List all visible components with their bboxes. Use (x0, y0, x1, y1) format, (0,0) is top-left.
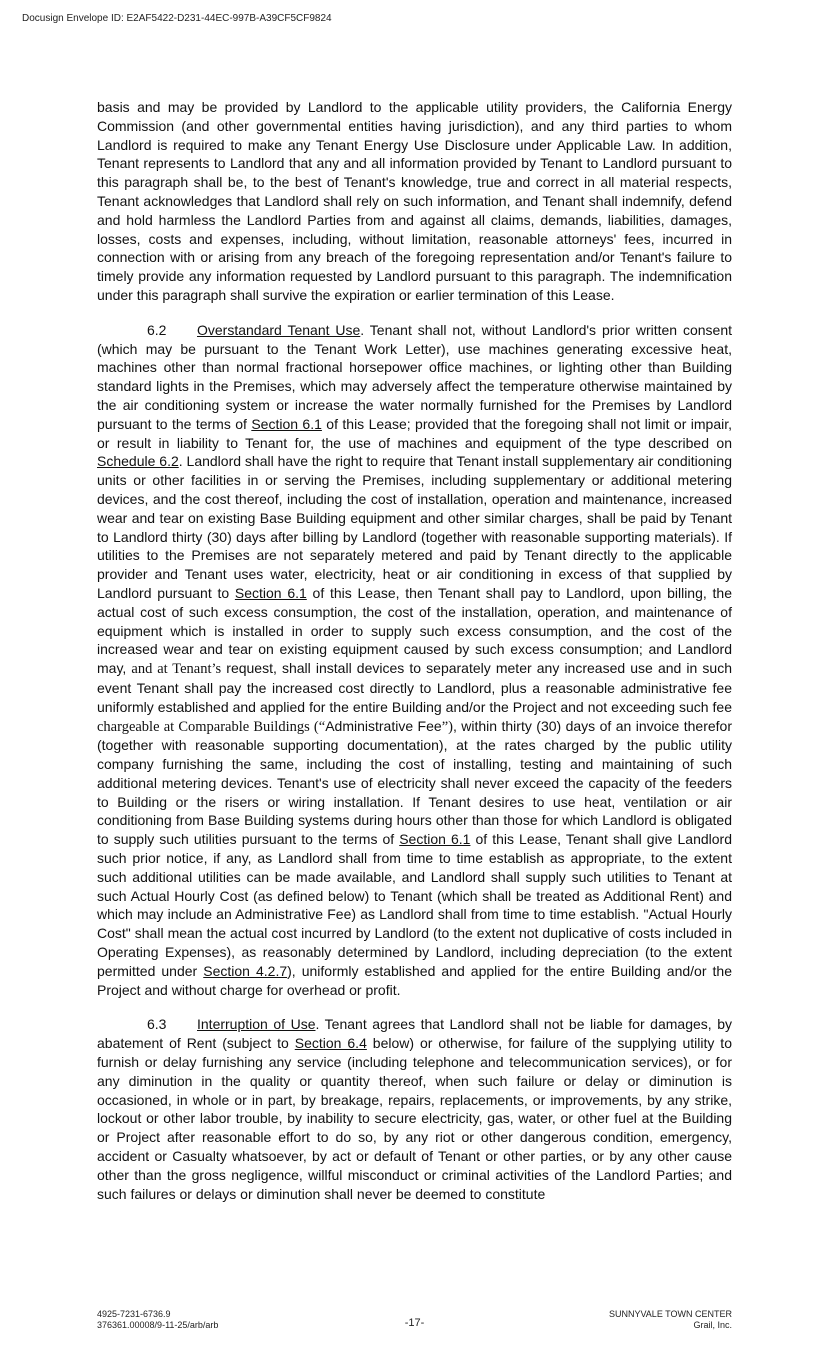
footer-doc-number: 4925-7231-6736.9 (97, 1309, 171, 1319)
section-6-3 (97, 1015, 732, 1203)
section-reference: Section 6.1 (399, 831, 471, 848)
section-title: Interruption of Use (197, 1016, 316, 1033)
section-reference: Section 4.2.7 (203, 962, 288, 979)
section-text: request, shall install devices to separately meter any increased use and in such event Tenant shall pay the increased cost directly to Landlord, plus a reasonable administrative fee uniformly established and applied for the entire Building and/or the Project and not exceeding such fee (97, 660, 732, 715)
section-text: . Landlord shall have the right to require that Tenant install supplementary air conditioning units or other facilities in or serving the Premises, including supplementary or additional metering devices, and the cost thereof, including the cost of installation, operation and maintenance, increased wear and tear on existing Base Building equipment and other similar charges, shall be paid by Tenant to Landlord thirty (30) days after billing by Landlord (together with reasonable supporting materials). If utilities to the Premises are not separately metered and paid by Tenant directly to the applicable provider and Tenant uses water, electricity, heat or air conditioning in excess of that supplied by Landlord pursuant to (97, 453, 732, 601)
section-text: of this Lease, Tenant shall give Landlord such prior notice, if any, as Landlord shall from time to time establish as appropriate, to the extent such additional utilities can be made available, and Landlord shall supply such utilities to Tenant at such Actual Hourly Cost (as defined below) to Tenant (which shall be treated as Additional Rent) and which may include an Administrative Fee) as Landlord shall from time to time establish. "Actual Hourly Cost" shall mean the actual cost incurred by Landlord (to the extent not duplicative of costs included in Operating Expenses), as reasonably determined by Landlord, including depreciation (to the extent permitted under (97, 831, 732, 979)
defined-term: Administrative Fee (325, 717, 442, 734)
footer-tenant-name: Grail, Inc. (693, 1320, 732, 1330)
inserted-text: chargeable at Comparable Buildings (“ (97, 718, 326, 735)
inserted-text: ”) (441, 718, 453, 735)
paragraph-energy-disclosure: basis and may be provided by Landlord to the applicable utility providers, the California Energy Commission (and other governmental entities having jurisdiction), and any third parties to whom Landlord is required to make any Tenant Energy Use Disclosure under Applicable Law. In addition, Tenant represents to Landlord that any and all information provided by Tenant to Landlord pursuant to this paragraph shall be, to the best of Tenant's knowledge, true and correct in all material respects, Tenant acknowledges that Landlord shall rely on such information, and Tenant shall indemnify, defend and hold harmless the Landlord Parties from and against all claims, demands, liabilities, damages, losses, costs and expenses, including, without limitation, reasonable attorneys' fees, incurred in connection with or arising from any breach of the foregoing representation and/or Tenant's failure to timely provide any information requested by Landlord pursuant to this paragraph. The indemnification under this paragraph shall survive the expiration or earlier termination of this Lease. (97, 99, 732, 303)
section-text: , within thirty (30) days of an invoice therefor (together with reasonable supporting documentation), at the rates charged by the public utility company furnishing the same, including the cost of installing, testing and maintaining of such additional metering devices. Tenant's use of electricity shall never exceed the capacity of the feeders to Building or the risers or wiring installation. If Tenant desires to use heat, ventilation or air conditioning from Base Building systems during hours other than those for which Landlord is obligated to supply such utilities pursuant to the terms of (97, 717, 732, 848)
section-number: 6.3 (147, 1016, 167, 1033)
footer-file-number: 376361.00008/9-11-25/arb/arb (97, 1320, 219, 1330)
section-reference: Section 6.4 (294, 1035, 367, 1052)
section-title: Overstandard Tenant Use (197, 321, 361, 338)
section-text: of this Lease; provided that the foregoing shall not limit or impair, or result in liability to Tenant for, the use of machines and equipment of the type described on (97, 415, 732, 451)
inserted-text: and at Tenant’s (131, 661, 222, 678)
page-number: -17- (404, 1317, 425, 1329)
document-body (97, 98, 732, 1203)
section-text: . Tenant shall not, without Landlord's prior written consent (which may be pursuant to the Tenant Work Letter), use machines generating excessive heat, machines other than normal fractional horsepower office machines, or lighting other than Building standard lights in the Premises, which may adversely affect the temperature otherwise maintained by the air conditioning system or increase the water normally furnished for the Premises by Landlord pursuant to the terms of (97, 321, 732, 432)
section-6-2 (97, 321, 732, 1000)
section-reference: Section 6.1 (234, 584, 307, 601)
section-text: below) or otherwise, for failure of the supplying utility to furnish or delay furnishing any service (including telephone and telecommunication services), or for any diminution in the quality or quantity thereof, when such failure or delay or diminution is occasioned, in whole or in part, by breakage, repairs, replacements, or improvements, by any strike, lockout or other labor trouble, by inability to secure electricity, gas, water, or other fuel at the Building or Project after reasonable effort to do so, by any riot or other dangerous condition, emergency, accident or Casualty whatsoever, by act or default of Tenant or other parties, or by any other cause other than the gross negligence, willful misconduct or criminal activities of the Landlord Parties; and such failures or delays or diminution shall never be deemed to constitute (97, 1035, 732, 1202)
schedule-reference: Schedule 6.2 (97, 453, 179, 470)
section-text: ), uniformly established and applied for the entire Building and/or the Project and without charge for overhead or profit. (97, 962, 732, 998)
footer-property (609, 1309, 732, 1331)
docusign-envelope-id: Docusign Envelope ID: E2AF5422-D231-44EC-997B-A39CF5CF9824 (22, 13, 332, 24)
section-text: . Tenant agrees that Landlord shall not be liable for damages, by abatement of Rent (subject to (97, 1016, 732, 1052)
section-text: of this Lease, then Tenant shall pay to Landlord, upon billing, the actual cost of such excess consumption, the cost of the installation, operation, and maintenance of equipment which is installed in order to supply such excess consumption, and the cost of the increased wear and tear on existing equipment caused by such excess consumption; and Landlord may, (97, 584, 732, 677)
section-reference: Section 6.1 (251, 415, 322, 432)
footer-property-name: SUNNYVALE TOWN CENTER (608, 1309, 732, 1319)
section-number: 6.2 (147, 321, 167, 338)
